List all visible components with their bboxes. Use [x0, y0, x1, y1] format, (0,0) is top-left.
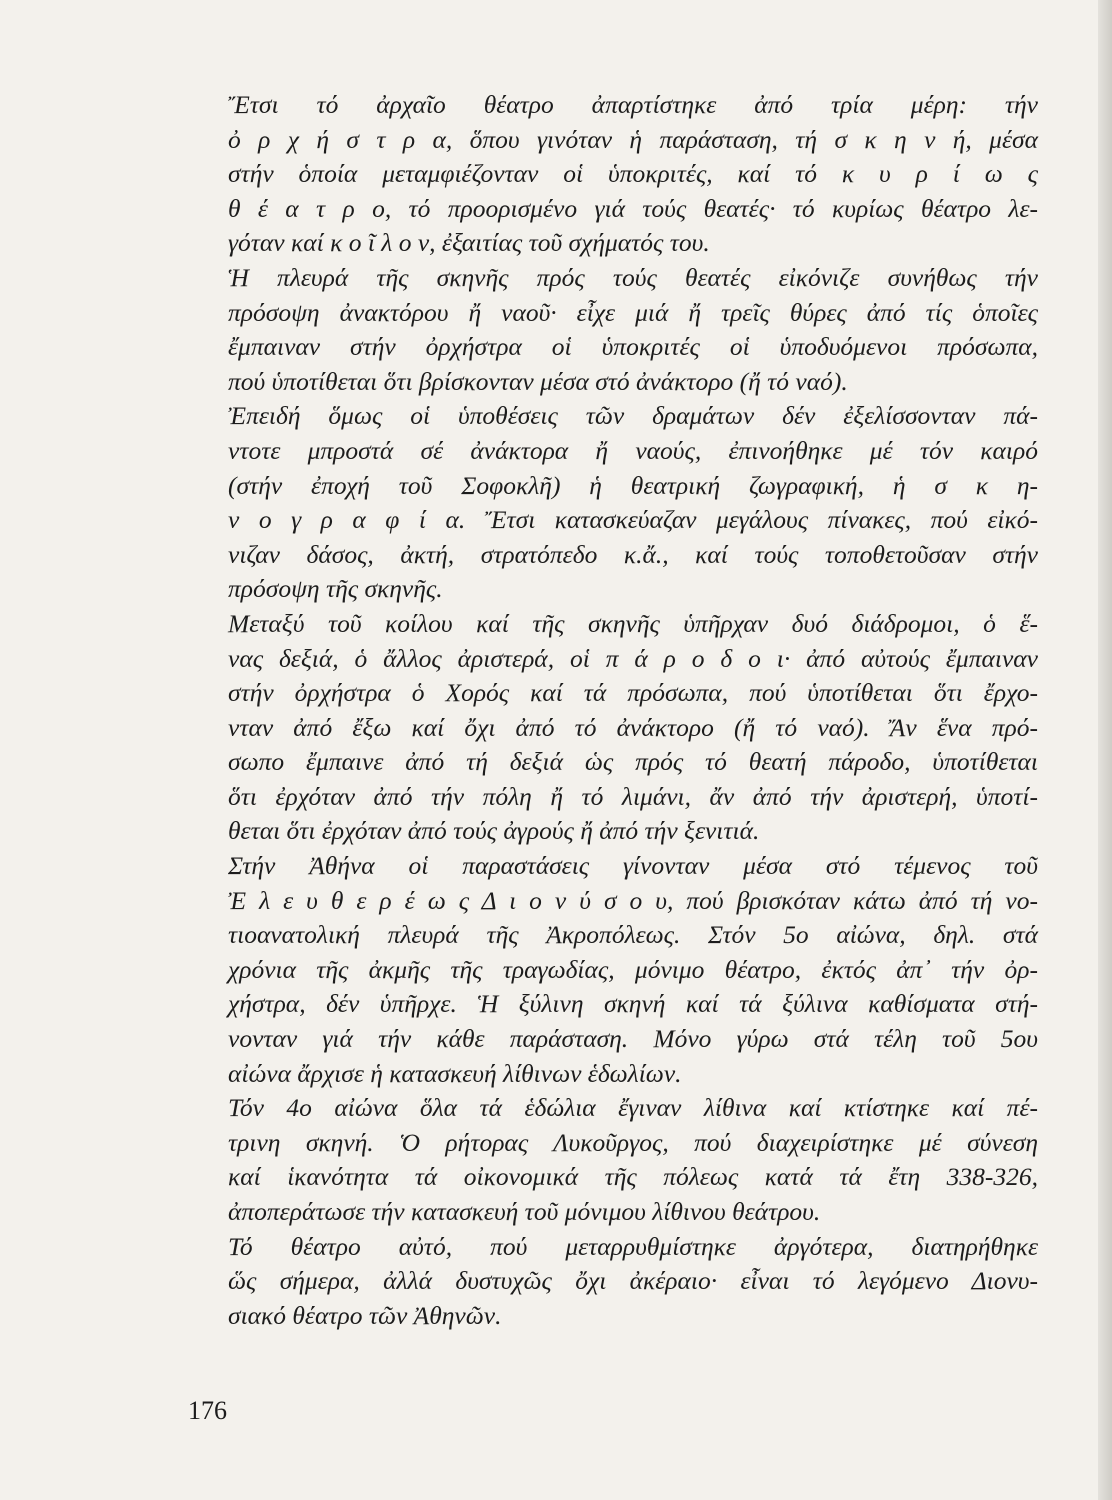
text-line: Ἐ λ ε υ θ ε ρ έ ω ς Δ ι ο ν ύ σ ο υ, πού βρισκόταν κάτω ἀπό τή νο-	[228, 885, 1038, 915]
text-line: (στήν ἐποχή τοῦ Σοφοκλῆ) ἡ θεατρική ζωγραφική, ἡ σ κ η-	[228, 470, 1038, 500]
text-line: γόταν καί κ ο ῖ λ ο ν, ἐξαιτίας τοῦ σχήματός του.	[228, 228, 710, 258]
text-line: θ έ α τ ρ ο, τό προορισμένο γιά τούς θεατές· τό κυρίως θέατρο λε-	[228, 193, 1038, 223]
text-line: ἔμπαιναν στήν ὀρχήστρα οἱ ὑποκριτές οἱ ὑποδυόμενοι πρόσωπα,	[228, 332, 1038, 362]
text-line: στήν ὁποία μεταμφιέζονταν οἱ ὑποκριτές, καί τό κ υ ρ ί ω ς	[228, 159, 1038, 189]
text-line: καί ἱκανότητα τά οἰκονομικά τῆς πόλεως κατά τά ἔτη 338-326,	[228, 1162, 1038, 1192]
text-line: Ἐπειδή ὅμως οἱ ὑποθέσεις τῶν δραμάτων δέν ἐξελίσσονταν πά-	[228, 401, 1038, 431]
text-line: πρόσοψη ἀνακτόρου ἤ ναοῦ· εἶχε μιά ἤ τρεῖς θύρες ἀπό τίς ὁποῖες	[228, 297, 1038, 327]
text-line: πού ὑποτίθεται ὅτι βρίσκονταν μέσα στό ἀνάκτορο (ἤ τό ναό).	[228, 366, 848, 396]
text-line: νας δεξιά, ὁ ἄλλος ἀριστερά, οἱ π ά ρ ο δ ο ι· ἀπό αὐτούς ἔμπαιναν	[228, 643, 1038, 673]
text-line: ἀποπεράτωσε τήν κατασκευή τοῦ μόνιμου λίθινου θεάτρου.	[228, 1197, 821, 1226]
text-line: ντοτε μπροστά σέ ἀνάκτορα ἤ ναούς, ἐπινοήθηκε μέ τόν καιρό	[228, 435, 1038, 465]
paragraph-4	[228, 607, 1038, 849]
text-line: πρόσοψη τῆς σκηνῆς.	[228, 574, 443, 604]
page-edge	[1098, 0, 1112, 1500]
text-line: τιοανατολική πλευρά τῆς Ἀκροπόλεως. Στόν 5ο αἰώνα, δηλ. στά	[228, 920, 1038, 950]
paragraph-5	[228, 849, 1038, 1091]
text-line: χήστρα, δέν ὑπῆρχε. Ἡ ξύλινη σκηνή καί τά ξύλινα καθίσματα στή-	[228, 989, 1038, 1019]
text-line: Τόν 4ο αἰώνα ὅλα τά ἑδώλια ἔγιναν λίθινα καί κτίστηκε καί πέ-	[228, 1093, 1038, 1123]
text-line: τρινη σκηνή. Ὁ ρήτορας Λυκοῦργος, πού διαχειρίστηκε μέ σύνεση	[228, 1127, 1038, 1157]
text-line: σιακό θέατρο τῶν Ἀθηνῶν.	[228, 1300, 502, 1330]
text-line: Μεταξύ τοῦ κοίλου καί τῆς σκηνῆς ὑπῆρχαν δυό διάδρομοι, ὁ ἕ-	[228, 608, 1038, 638]
text-line: σωπο ἔμπαινε ἀπό τή δεξιά ὡς πρός τό θεατή πάροδο, ὑποτίθεται	[228, 747, 1038, 777]
text-line: ὅτι ἐρχόταν ἀπό τήν πόλη ἤ τό λιμάνι, ἄν ἀπό τήν ἀριστερή, ὑποτί-	[228, 781, 1038, 811]
text-line: θεται ὅτι ἐρχόταν ἀπό τούς ἀγρούς ἤ ἀπό τήν ξενιτιά.	[228, 816, 760, 846]
text-line: αἰώνα ἄρχισε ἡ κατασκευή λίθινων ἑδωλίων.	[228, 1058, 682, 1088]
text-line: ὀ ρ χ ή σ τ ρ α, ὅπου γινόταν ἡ παράσταση, τή σ κ η ν ή, μέσα	[228, 124, 1038, 154]
text-line: Στήν Ἀθήνα οἱ παραστάσεις γίνονταν μέσα στό τέμενος τοῦ	[228, 851, 1038, 881]
text-line: στήν ὀρχήστρα ὁ Χορός καί τά πρόσωπα, πού ὑποτίθεται ὅτι ἔρχο-	[228, 678, 1038, 708]
text-line: ὥς σήμερα, ἀλλά δυστυχῶς ὄχι ἀκέραιο· εἶναι τό λεγόμενο Διονυ-	[228, 1266, 1038, 1296]
page-number: 176	[188, 1396, 227, 1425]
paragraph-1	[228, 88, 1038, 261]
text-line: Ἔτσι τό ἀρχαῖο θέατρο ἀπαρτίστηκε ἀπό τρία μέρη: τήν	[228, 90, 1038, 119]
paragraph-3	[228, 399, 1038, 607]
text-line: νταν ἀπό ἔξω καί ὄχι ἀπό τό ἀνάκτορο (ἤ τό ναό). Ἄν ἕνα πρό-	[228, 712, 1038, 742]
text-line: νιζαν δάσος, ἀκτή, στρατόπεδο κ.ἄ., καί τούς τοποθετοῦσαν στήν	[228, 539, 1038, 569]
paragraph-7	[228, 1230, 1038, 1334]
text-line: χρόνια τῆς ἀκμῆς τῆς τραγωδίας, μόνιμο θέατρο, ἐκτός ἀπ᾽ τήν ὀρ-	[228, 954, 1038, 984]
paragraph-6	[228, 1091, 1038, 1229]
body-text	[228, 88, 1038, 1333]
text-line: Τό θέατρο αὐτό, πού μεταρρυθμίστηκε ἀργότερα, διατηρήθηκε	[228, 1231, 1038, 1261]
text-line: νονταν γιά τήν κάθε παράσταση. Μόνο γύρω στά τέλη τοῦ 5ου	[228, 1024, 1038, 1054]
paragraph-2	[228, 261, 1038, 399]
text-line: Ἡ πλευρά τῆς σκηνῆς πρός τούς θεατές εἰκόνιζε συνήθως τήν	[228, 262, 1038, 292]
text-line: ν ο γ ρ α φ ί α. Ἔτσι κατασκεύαζαν μεγάλους πίνακες, πού εἰκό-	[228, 505, 1038, 535]
